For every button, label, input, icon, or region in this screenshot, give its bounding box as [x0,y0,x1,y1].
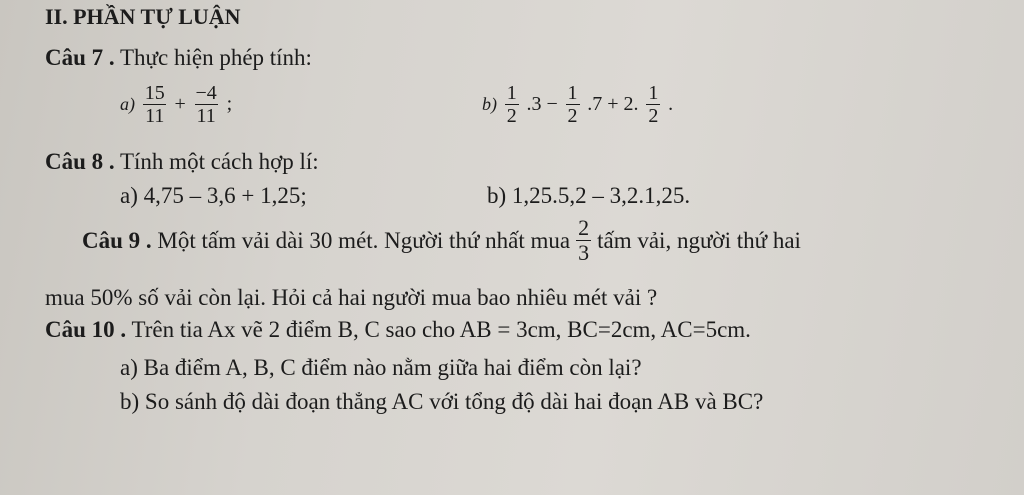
question-7a: a) $\frac{15}{11}$ + $\frac{-4}{11}$ ; [120,82,233,127]
question-7b: b) $\frac{1}{2}$ .3 − $\frac{1}{2}$ .7 + 2. $\frac{1}{2}$ . [482,82,674,127]
fraction-1-2-third: $\frac{1}{2}$ [648,82,659,127]
question-7b-marker: b) [482,93,497,114]
question-9-text-after: tấm vải, người thứ hai [597,227,801,253]
question-10 [45,316,751,344]
question-8b: b) 1,25.5,2 – 3,2.1,25. [487,183,691,208]
question-10-label: Câu 10 . [45,317,127,342]
question-8-label: Câu 8 . [45,149,115,174]
question-9-label: Câu 9 . [82,227,152,253]
fraction-neg4-11: $\frac{-4}{11}$ [195,82,217,127]
question-7 [45,44,312,72]
fraction-1-2-second: $\frac{1}{2}$ [567,82,578,127]
question-9-line2: mua 50% số vải còn lại. Hỏi cả hai người mua bao nhiêu mét vải ? [45,285,658,310]
question-8-text: Tính một cách hợp lí: [114,149,319,174]
fraction-1-2-first: $\frac{1}{2}$ [506,82,517,127]
section-title: II. PHẦN TỰ LUẬN [45,4,241,29]
question-7a-marker: a) [120,93,135,114]
question-10-text: Trên tia Ax vẽ 2 điểm B, C sao cho AB = 3cm, BC=2cm, AC=5cm. [126,317,751,342]
question-10b: b) So sánh độ dài đoạn thẳng AC với tổng độ dài hai đoạn AB và BC? [120,389,764,414]
question-8a: a) 4,75 – 3,6 + 1,25; [120,183,307,208]
question-7-label: Câu 7 . [45,45,115,70]
question-8 [45,148,319,176]
fraction-2-3: $\frac{2}{3}$ [578,215,590,265]
question-10a: a) Ba điểm A, B, C điểm nào nằm giữa hai điểm còn lại? [120,355,642,380]
question-9 [82,216,801,265]
question-7-text: Thực hiện phép tính: [114,45,312,70]
fraction-15-11: $\frac{15}{11}$ [144,82,165,127]
question-9-text-before: Một tấm vải dài 30 mét. Người thứ nhất mua [151,227,571,253]
